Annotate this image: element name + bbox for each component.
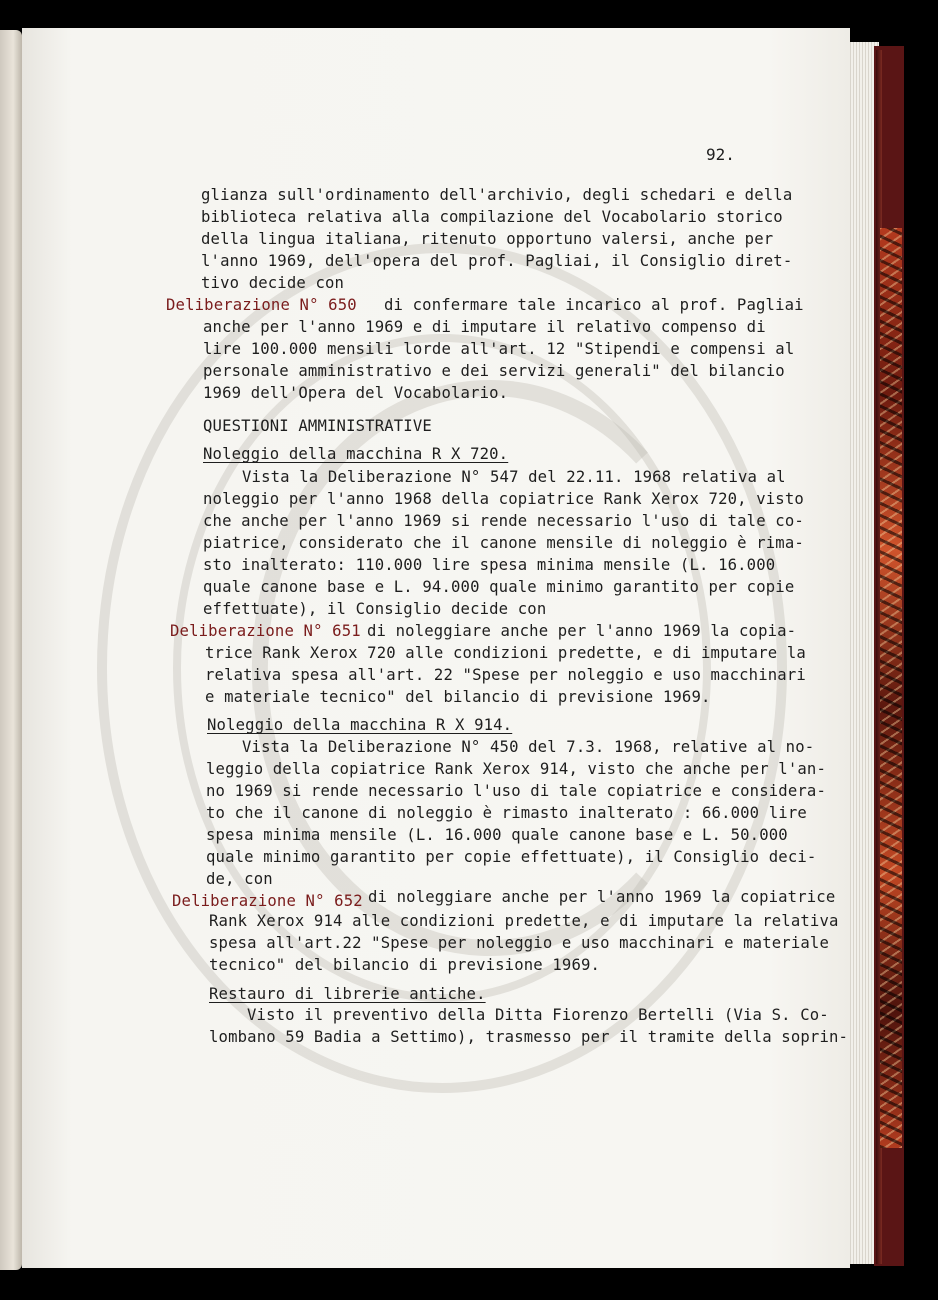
noleggio-720-heading: Noleggio della macchina R X 720. (203, 445, 509, 463)
noleggio914-line: no 1969 si rende necessario l'uso di tale copiatrice e considera- (206, 782, 826, 800)
noleggio720-line: sto inalterato: 110.000 lire spesa minima mensile (L. 16.000 (203, 556, 776, 574)
noleggio720-line: Vista la Deliberazione N° 547 del 22.11. 1968 relativa al (242, 468, 786, 486)
section-heading: QUESTIONI AMMINISTRATIVE (203, 417, 432, 435)
document-page (22, 28, 850, 1268)
marbled-edge (880, 228, 902, 1148)
noleggio720-line: piatrice, considerato che il canone mensile di noleggio è rima- (203, 534, 804, 552)
delib651-line: di noleggiare anche per l'anno 1969 la copia- (367, 622, 797, 640)
delib652-line: di noleggiare anche per l'anno 1969 la copiatrice (368, 888, 836, 906)
noleggio914-line: leggio della copiatrice Rank Xerox 914, visto che anche per l'an- (206, 760, 826, 778)
delib651-line: trice Rank Xerox 720 alle condizioni predette, e di imputare la (205, 644, 806, 662)
noleggio914-line: quale minimo garantito per copie effettuate), il Consiglio deci- (206, 848, 817, 866)
delib650-line: anche per l'anno 1969 e di imputare il relativo compenso di (203, 318, 766, 336)
noleggio720-line: che anche per l'anno 1969 si rende necessario l'uso di tale co- (203, 512, 804, 530)
delib652-line: tecnico" del bilancio di previsione 1969. (209, 956, 601, 974)
noleggio914-line: de, con (206, 870, 273, 888)
noleggio914-line: Vista la Deliberazione N° 450 del 7.3. 1968, relative al no- (242, 738, 815, 756)
delib650-line: di confermare tale incarico al prof. Pagliai (384, 296, 804, 314)
page-number: 92. (706, 145, 735, 164)
deliberazione-652-label: Deliberazione N° 652 (172, 892, 363, 910)
para1-line: glianza sull'ordinamento dell'archivio, degli schedari e della (201, 186, 793, 204)
noleggio914-line: to che il canone di noleggio è rimasto inalterato : 66.000 lire (206, 804, 807, 822)
deliberazione-651-label: Deliberazione N° 651 (170, 622, 361, 640)
noleggio-914-heading: Noleggio della macchina R X 914. (207, 716, 513, 734)
delib650-line: personale amministrativo e dei servizi generali" del bilancio (203, 362, 785, 380)
para1-line: biblioteca relativa alla compilazione del Vocabolario storico (201, 208, 783, 226)
delib650-line: lire 100.000 mensili lorde all'art. 12 "Stipendi e compensi al (203, 340, 795, 358)
delib652-line: spesa all'art.22 "Spese per noleggio e uso macchinari e materiale (209, 934, 829, 952)
delib651-line: relativa spesa all'art. 22 "Spese per noleggio e uso macchinari (205, 666, 806, 684)
para1-line: della lingua italiana, ritenuto opportuno valersi, anche per (201, 230, 774, 248)
delib651-line: e materiale tecnico" del bilancio di previsione 1969. (205, 688, 711, 706)
noleggio720-line: quale canone base e L. 94.000 quale minimo garantito per copie (203, 578, 795, 596)
noleggio914-line: spesa minima mensile (L. 16.000 quale canone base e L. 50.000 (206, 826, 788, 844)
restauro-heading: Restauro di librerie antiche. (209, 985, 486, 1003)
deliberazione-650-label: Deliberazione N° 650 (166, 296, 357, 314)
noleggio720-line: effettuate), il Consiglio decide con (203, 600, 547, 618)
left-page-edge (0, 30, 22, 1270)
delib650-line: 1969 dell'Opera del Vocabolario. (203, 384, 509, 402)
para1-line: l'anno 1969, dell'opera del prof. Pagliai, il Consiglio diret- (201, 252, 793, 270)
para1-line: tivo decide con (201, 274, 345, 292)
noleggio720-line: noleggio per l'anno 1968 della copiatrice Rank Xerox 720, visto (203, 490, 804, 508)
restauro-line: lombano 59 Badia a Settimo), trasmesso per il tramite della soprin- (209, 1028, 849, 1046)
restauro-line: Visto il preventivo della Ditta Fiorenzo Bertelli (Via S. Co- (247, 1006, 829, 1024)
delib652-line: Rank Xerox 914 alle condizioni predette, e di imputare la relativa (209, 912, 839, 930)
